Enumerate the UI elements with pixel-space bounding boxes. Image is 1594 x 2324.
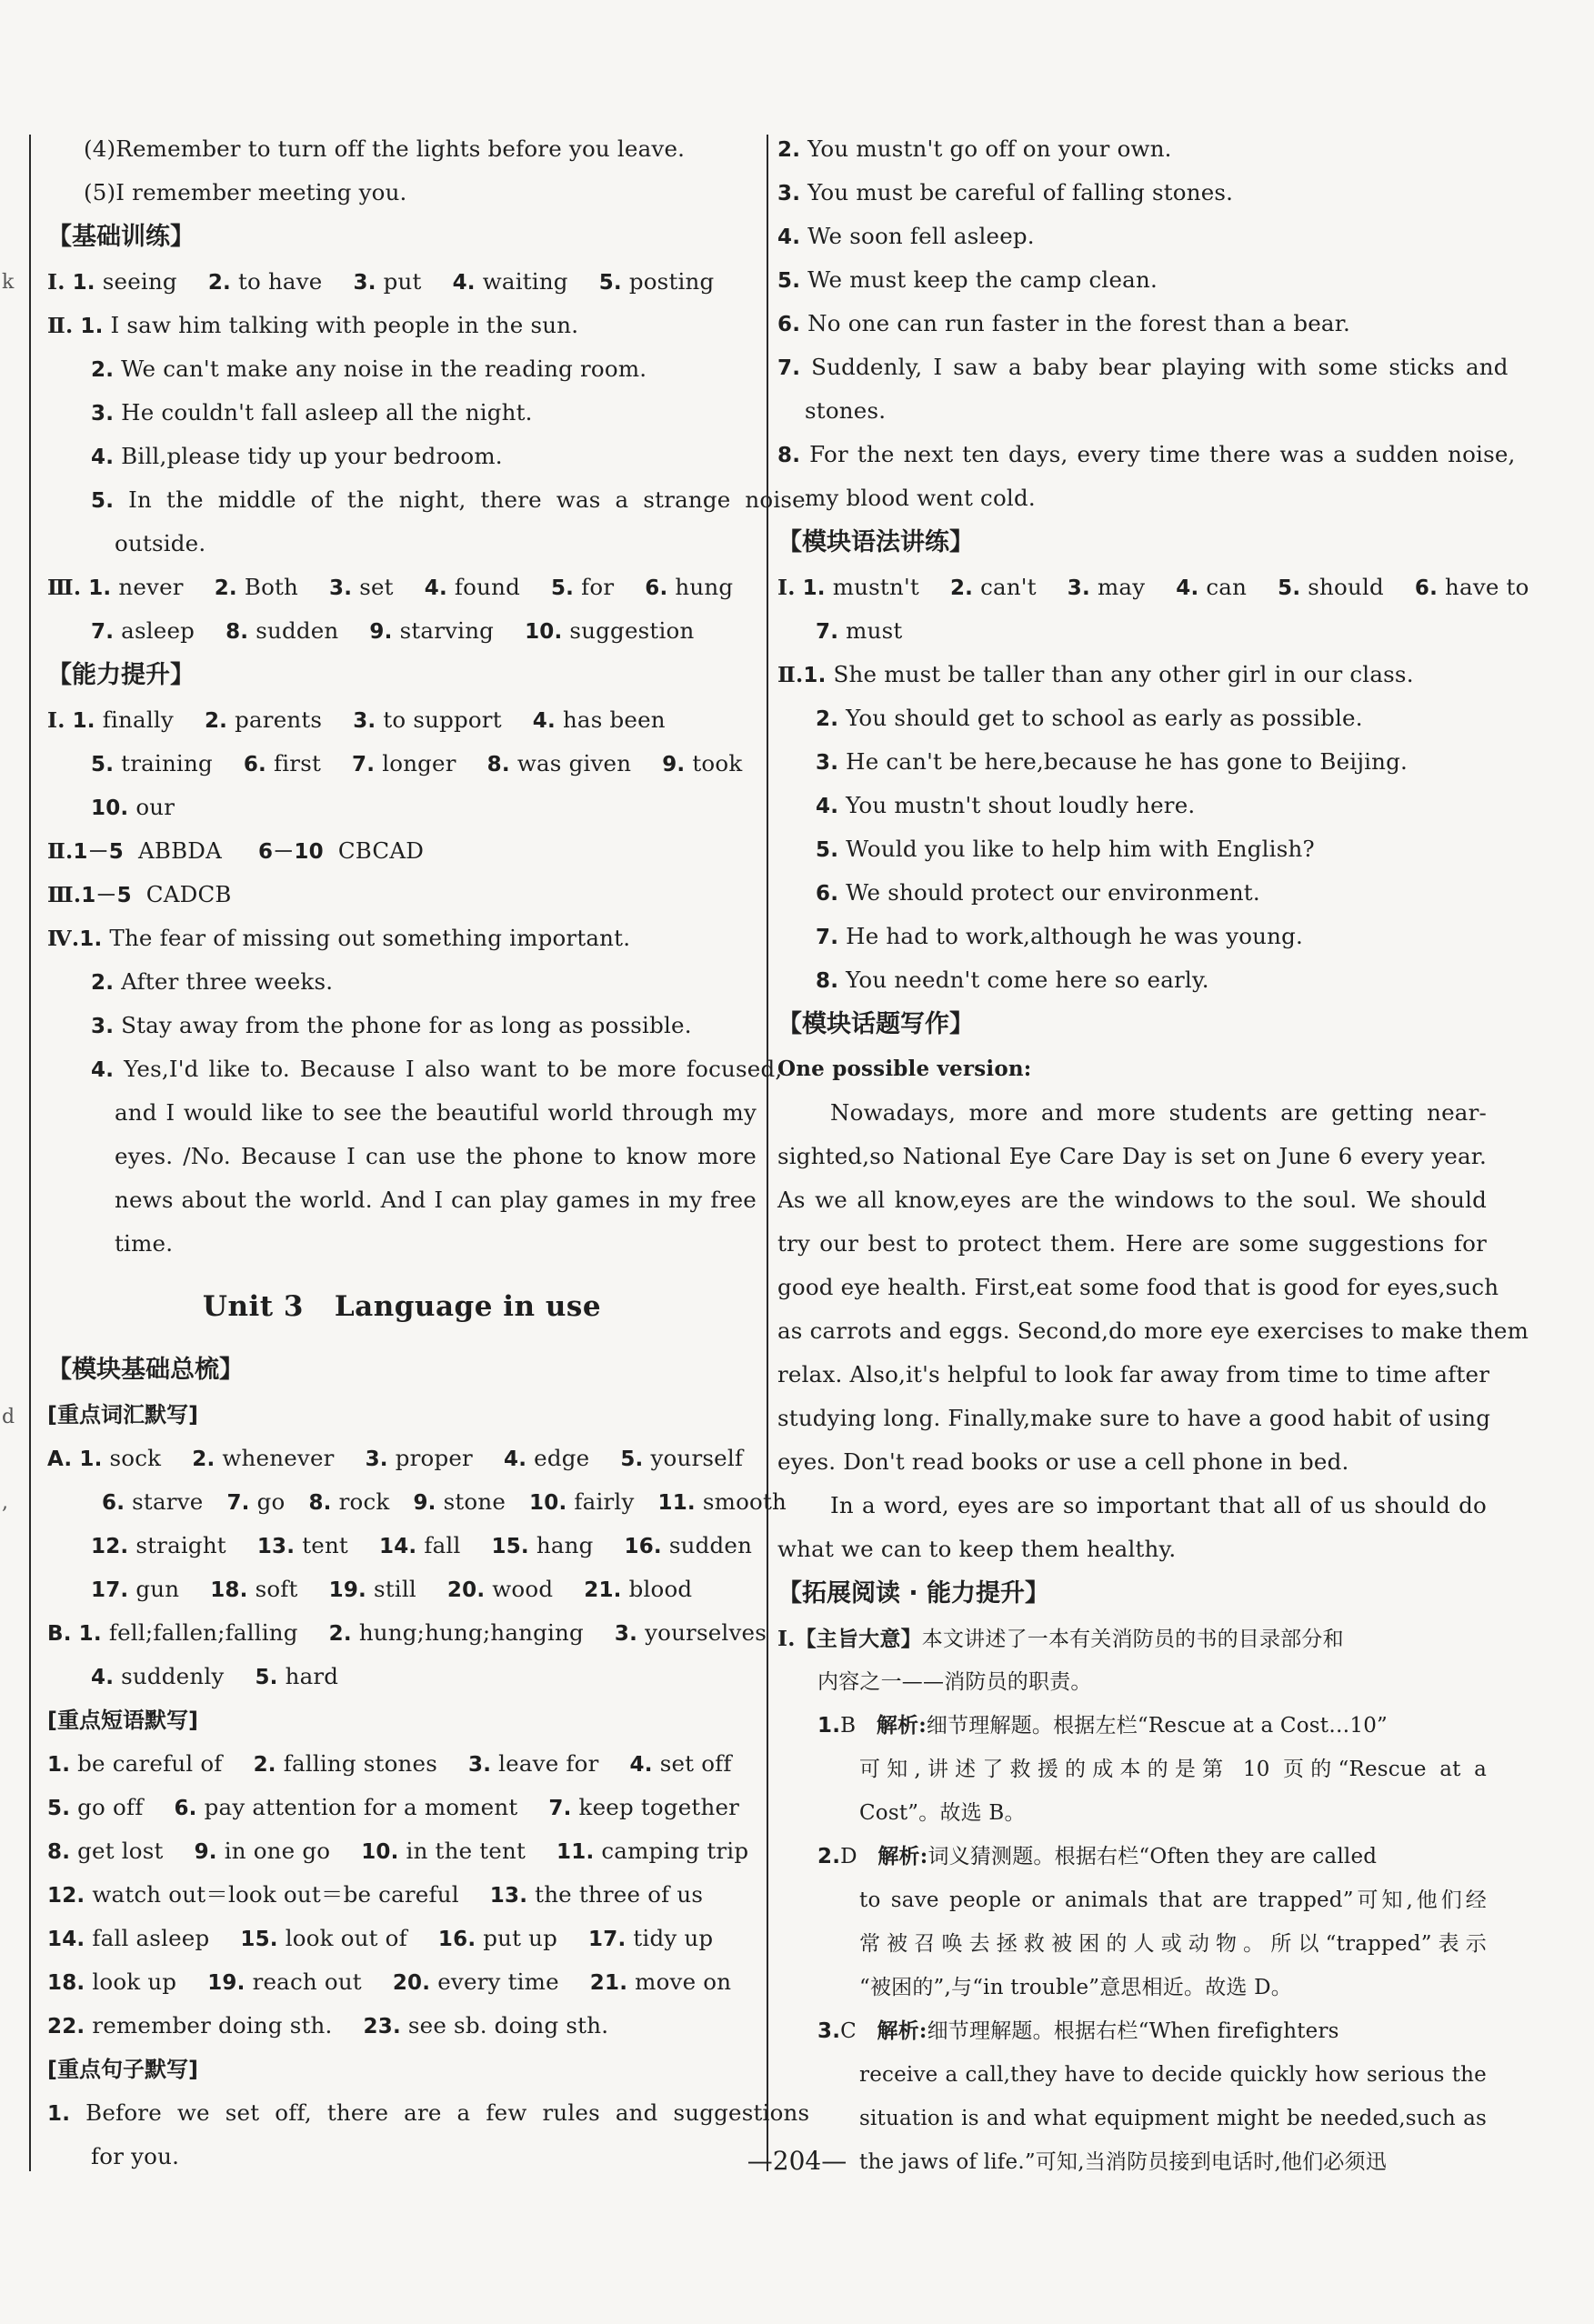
margin-mark: , (2, 1491, 8, 1514)
answer-row: 6. starve 7. go 8. rock 9. stone 10. fairly 11. smooth (102, 1488, 787, 1515)
essay-line: In a word, eyes are so important that all of us should do (830, 1492, 1487, 1518)
answer-row: 5. go off 6. pay attention for a moment 7. keep together (47, 1794, 740, 1820)
essay-line: what we can to keep them healthy. (777, 1536, 1177, 1562)
answer-row: 3. He couldn't fall asleep all the night. (91, 399, 533, 426)
answer-row: 5. In the middle of the night, there was a strange noise (91, 486, 806, 513)
answer-row: Ⅲ. 1. never 2. Both 3. set 4. found 5. for 6. hung (47, 574, 734, 600)
sub-heading: [重点句子默写] (47, 2057, 198, 2082)
answer-row: 12. straight 13. tent 14. fall 15. hang 16. sudden (91, 1532, 753, 1558)
answer-row: 2. After three weeks. (91, 968, 334, 995)
answer-row: Ⅱ.1－5 ABBDA 6－10 CBCAD (47, 837, 425, 864)
answer-row: 17. gun 18. soft 19. still 20. wood 21. blood (91, 1576, 693, 1602)
answer-row-continued: my blood went cold. (805, 485, 1036, 511)
main-idea-row: 内容之一——消防员的职责。 (817, 1670, 1092, 1694)
essay-line: Nowadays, more and more students are getting near- (830, 1099, 1487, 1126)
answer-row: 5. training 6. first 7. longer 8. was given 9. took (91, 750, 743, 776)
sub-heading: [重点词汇默写] (47, 1402, 198, 1427)
intro-line: (4)Remember to turn off the lights before you leave. (84, 135, 686, 162)
answer-row-continued: stones. (805, 397, 887, 424)
question-explanation: the jaws of life.”可知,当消防员接到电话时,他们必须迅 (859, 2150, 1388, 2174)
answer-row: 12. watch out＝look out＝be careful 13. the three of us (47, 1881, 704, 1908)
answer-row: 4. We soon fell asleep. (777, 223, 1035, 249)
main-idea-row: Ⅰ.【主旨大意】本文讲述了一本有关消防员的书的目录部分和 (777, 1626, 1344, 1651)
essay-line: good eye health. First,eat some food that is good for eyes,such (777, 1274, 1499, 1300)
question-explanation: 2.D 解析:词义猜测题。根据右栏“Often they are called (817, 1844, 1378, 1868)
answer-row: 4. suddenly 5. hard (91, 1663, 339, 1689)
unit-title: Unit 3 Language in use (202, 1290, 602, 1323)
question-explanation: 可知,讲述了救援的成本的是第 10 页的“Rescue at a (859, 1758, 1487, 1781)
essay-line: As we all know,eyes are the windows to the soul. We should (777, 1187, 1487, 1213)
question-explanation: “被困的”,与“in trouble”意思相近。故选 D。 (859, 1976, 1292, 1999)
answer-row: 5. Would you like to help him with English? (816, 836, 1315, 862)
answer-row: 22. remember doing sth. 23. see sb. doing sth. (47, 2012, 609, 2039)
essay-line: eyes. Don't read books or use a cell phone in bed. (777, 1448, 1349, 1475)
answer-row: 14. fall asleep 15. look out of 16. put up 17. tidy up (47, 1925, 714, 1951)
answer-row: 7. He had to work,although he was young. (816, 923, 1303, 949)
answer-row: 3. He can't be here,because he has gone to Beijing. (816, 748, 1408, 775)
answer-row: B. 1. fell;fallen;falling 2. hung;hung;hanging 3. yourselves (47, 1619, 767, 1646)
answer-row: 8. You needn't come here so early. (816, 967, 1209, 993)
answer-row: Ⅰ. 1. seeing 2. to have 3. put 4. waiting 5. posting (47, 268, 715, 295)
question-explanation: 3.C 解析:细节理解题。根据右栏“When firefighters (817, 2018, 1339, 2043)
answer-row-continued: eyes. /No. Because I can use the phone to know more (115, 1143, 757, 1169)
question-explanation: 1.B 解析:细节理解题。根据左栏“Rescue at a Cost…10” (817, 1713, 1388, 1738)
intro-line: (5)I remember meeting you. (84, 179, 407, 205)
section-heading: 【基础训练】 (47, 223, 195, 251)
answer-row: 8. get lost 9. in one go 10. in the tent 11. camping trip (47, 1838, 749, 1864)
answer-row: Ⅳ.1. The fear of missing out something important. (47, 925, 631, 951)
answer-row: 7. must (816, 617, 903, 644)
answer-row: 6. We should protect our environment. (816, 879, 1260, 906)
answer-row-continued: time. (115, 1230, 174, 1257)
essay-line: sighted,so National Eye Care Day is set on June 6 every year. (777, 1143, 1487, 1169)
right-column (777, 127, 1529, 2184)
margin-mark: d (2, 1406, 15, 1428)
answer-row: 2. We can't make any noise in the reading room. (91, 356, 647, 382)
answer-row: 1. Before we set off, there are a few rules and suggestions (47, 2099, 810, 2126)
answer-row: 10. our (91, 794, 175, 820)
left-margin-rule (29, 135, 31, 2171)
answer-row: Ⅰ. 1. mustn't 2. can't 3. may 4. can 5. should 6. have to (777, 574, 1529, 600)
answer-row: 2. You should get to school as early as possible. (816, 705, 1363, 731)
answer-row: 2. You mustn't go off on your own. (777, 135, 1172, 162)
section-heading: 【模块基础总梳】 (47, 1356, 244, 1384)
version-label: One possible version: (777, 1057, 1032, 1081)
answer-row-continued: for you. (91, 2143, 180, 2169)
answer-row: 3. Stay away from the phone for as long as possible. (91, 1012, 692, 1038)
answer-row: Ⅰ. 1. finally 2. parents 3. to support 4. has been (47, 706, 666, 733)
column-divider (767, 135, 768, 2171)
essay-line: studying long. Finally,make sure to have a good habit of using (777, 1405, 1491, 1431)
question-explanation: situation is and what equipment might be needed,such as (859, 2107, 1487, 2130)
answer-row-continued: news about the world. And I can play games in my free (115, 1187, 757, 1213)
section-heading: 【模块话题写作】 (777, 1010, 974, 1038)
question-explanation: 常被召唤去拯救被困的人或动物。所以“trapped”表示 (859, 1932, 1487, 1956)
essay-line: try our best to protect them. Here are some suggestions for (777, 1230, 1487, 1257)
answer-row-continued: and I would like to see the beautiful world through my (115, 1099, 757, 1126)
answer-row: 4. Yes,I'd like to. Because I also want to be more focused, (91, 1056, 783, 1082)
answer-row: 4. Bill,please tidy up your bedroom. (91, 443, 503, 469)
sub-heading: [重点短语默写] (47, 1708, 198, 1733)
question-explanation: to save people or animals that are trapped”可知,他们经 (859, 1888, 1487, 1912)
answer-row: 1. be careful of 2. falling stones 3. leave for 4. set off (47, 1750, 732, 1777)
answer-row: 3. You must be careful of falling stones. (777, 179, 1234, 205)
answer-row-continued: outside. (115, 530, 206, 556)
answer-row: Ⅱ.1. She must be taller than any other girl in our class. (777, 661, 1414, 687)
answer-row: 8. For the next ten days, every time there was a sudden noise, (777, 441, 1516, 467)
question-explanation: Cost”。故选 B。 (859, 1801, 1026, 1825)
answer-row: 18. look up 19. reach out 20. every time 21. move on (47, 1968, 732, 1995)
answer-row: 7. Suddenly, I saw a baby bear playing with some sticks and (777, 354, 1509, 380)
answer-row: 5. We must keep the camp clean. (777, 266, 1158, 293)
essay-line: as carrots and eggs. Second,do more eye exercises to make them (777, 1317, 1529, 1344)
margin-mark: k (2, 271, 15, 294)
section-heading: 【模块语法讲练】 (777, 528, 974, 556)
answer-row: Ⅲ.1－5 CADCB (47, 881, 232, 907)
answer-row: 6. No one can run faster in the forest than a bear. (777, 310, 1350, 336)
essay-line: relax. Also,it's helpful to look far away from time to time after (777, 1361, 1490, 1387)
answer-row: Ⅱ. 1. I saw him talking with people in the sun. (47, 312, 579, 338)
section-heading: 【能力提升】 (47, 661, 195, 689)
page-number: —204— (747, 2146, 847, 2176)
answer-row: A. 1. sock 2. whenever 3. proper 4. edge 5. yourself (47, 1445, 744, 1471)
question-explanation: receive a call,they have to decide quickly how serious the (859, 2063, 1487, 2087)
answer-row: 7. asleep 8. sudden 9. starving 10. suggestion (91, 617, 695, 644)
answer-row: 4. You mustn't shout loudly here. (816, 792, 1196, 818)
section-heading: 【拓展阅读 · 能力提升】 (777, 1579, 1050, 1608)
